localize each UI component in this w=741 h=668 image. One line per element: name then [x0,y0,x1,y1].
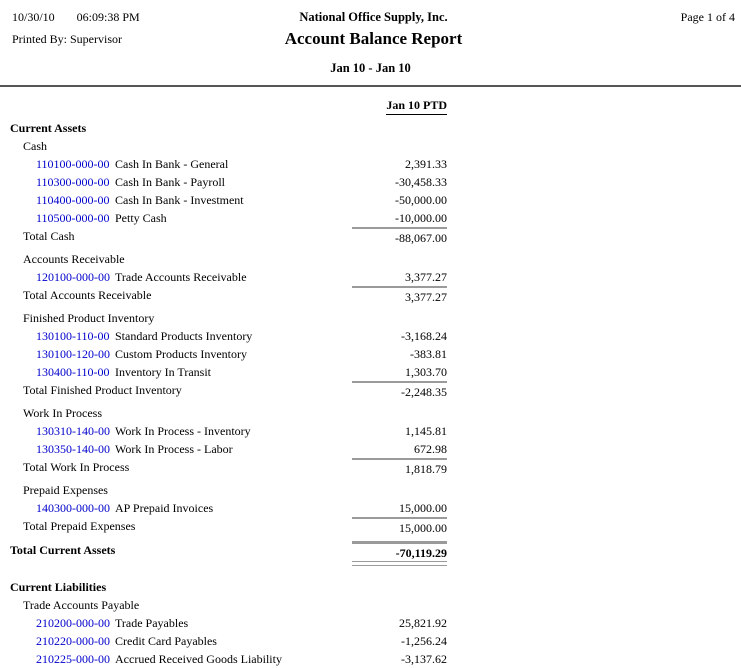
account-row [0,155,741,173]
account-group [0,481,741,535]
account-number-link[interactable]: 210225-000-00 [36,652,110,666]
report-period: Jan 10 - Jan 10 [330,61,411,75]
printed-by: Printed By: Supervisor [12,32,122,46]
account-amount: 672.98 [414,442,447,456]
account-amount: 15,000.00 [399,501,447,515]
account-amount: -3,137.62 [401,652,447,666]
group-total-amount: 3,377.27 [352,286,447,306]
account-amount: 1,303.70 [405,365,447,379]
group-title: Accounts Receivable [23,252,125,266]
group-total-row [0,286,741,304]
account-row [0,440,741,458]
section-title-row [0,119,741,137]
account-description: Custom Products Inventory [115,347,247,361]
company-name: National Office Supply, Inc. [299,10,448,24]
account-number-link[interactable]: 110400-000-00 [36,193,110,207]
account-description: Trade Accounts Receivable [115,270,247,284]
account-amount: -1,256.24 [401,634,447,648]
account-row [0,173,741,191]
group-total-amount: -2,248.35 [352,381,447,401]
account-description: Standard Products Inventory [115,329,253,343]
account-description: Trade Payables [115,616,189,630]
account-amount: -383.81 [410,347,447,361]
account-description: Petty Cash [115,211,167,225]
report-body [0,119,741,668]
group-total-row [0,517,741,535]
account-amount: -10,000.00 [395,211,447,225]
account-amount: 2,391.33 [405,157,447,171]
header-right [550,9,735,29]
group-total-amount: -88,067.00 [352,227,447,247]
group-title: Cash [23,139,47,153]
section-total-label: Total Current Assets [10,543,116,557]
group-title-row [0,137,741,155]
account-row [0,327,741,345]
group-title-row [0,250,741,268]
account-group [0,309,741,399]
account-description: AP Prepaid Invoices [115,501,214,515]
account-row [0,191,741,209]
amount-column-header: Jan 10 PTD [386,98,447,115]
account-row [0,499,741,517]
group-title: Prepaid Expenses [23,483,108,497]
account-number-link[interactable]: 130350-140-00 [36,442,110,456]
account-row [0,268,741,286]
section-title: Current Assets [10,121,87,135]
group-title: Finished Product Inventory [23,311,155,325]
account-amount: 1,145.81 [405,424,447,438]
account-row [0,614,741,632]
account-amount: -30,458.33 [395,175,447,189]
account-amount: 3,377.27 [405,270,447,284]
account-row [0,422,741,440]
account-amount: 25,821.92 [399,616,447,630]
group-total-label: Total Cash [23,229,75,243]
account-number-link[interactable]: 210220-000-00 [36,634,110,648]
page-number: Page 1 of 4 [680,10,735,24]
account-number-link[interactable]: 130310-140-00 [36,424,110,438]
account-description: Accrued Received Goods Liability [115,652,282,666]
group-total-label: Total Finished Product Inventory [23,383,182,397]
account-group [0,404,741,476]
account-group [0,137,741,245]
account-row [0,650,741,668]
account-description: Inventory In Transit [115,365,211,379]
print-date: 10/30/10 [12,10,55,24]
group-total-row [0,381,741,399]
account-number-link[interactable]: 110100-000-00 [36,157,110,171]
account-number-link[interactable]: 210200-000-00 [36,616,110,630]
report-section [0,578,741,668]
account-row [0,632,741,650]
group-total-amount: 1,818.79 [352,458,447,478]
account-description: Cash In Bank - Investment [115,193,244,207]
header-center [197,9,550,29]
column-header-row [0,98,741,115]
account-row [0,345,741,363]
account-group [0,596,741,668]
group-title-row [0,309,741,327]
group-total-row [0,458,741,476]
account-number-link[interactable]: 110500-000-00 [36,211,110,225]
group-total-amount: 15,000.00 [352,517,447,537]
account-description: Credit Card Payables [115,634,217,648]
account-group [0,250,741,304]
group-total-label: Total Prepaid Expenses [23,519,136,533]
account-number-link[interactable]: 130400-110-00 [36,365,110,379]
account-row [0,209,741,227]
group-total-row [0,227,741,245]
print-time: 06:09:38 PM [76,10,140,24]
report-title: Account Balance Report [284,29,463,48]
group-total-label: Total Work In Process [23,460,130,474]
report-section [0,119,741,566]
section-title: Current Liabilities [10,580,107,594]
header-left [12,9,197,29]
group-title: Work In Process [23,406,103,420]
account-description: Work In Process - Labor [115,442,233,456]
report-header [0,9,741,49]
account-row [0,363,741,381]
account-number-link[interactable]: 120100-000-00 [36,270,110,284]
account-description: Cash In Bank - Payroll [115,175,225,189]
group-title-row [0,596,741,614]
account-description: Work In Process - Inventory [115,424,251,438]
section-total-amount: -70,119.29 [352,541,447,562]
group-title-row [0,481,741,499]
group-title-row [0,404,741,422]
account-description: Cash In Bank - General [115,157,229,171]
account-amount: -3,168.24 [401,329,447,343]
account-number-link[interactable]: 130100-110-00 [36,329,110,343]
account-amount: -50,000.00 [395,193,447,207]
header-divider-rule [0,85,741,87]
group-total-label: Total Accounts Receivable [23,288,152,302]
account-number-link[interactable]: 130100-120-00 [36,347,110,361]
section-title-row [0,578,741,596]
group-title: Trade Accounts Payable [23,598,140,612]
account-number-link[interactable]: 110300-000-00 [36,175,110,189]
account-number-link[interactable]: 140300-000-00 [36,501,110,515]
section-total-row [0,541,741,559]
